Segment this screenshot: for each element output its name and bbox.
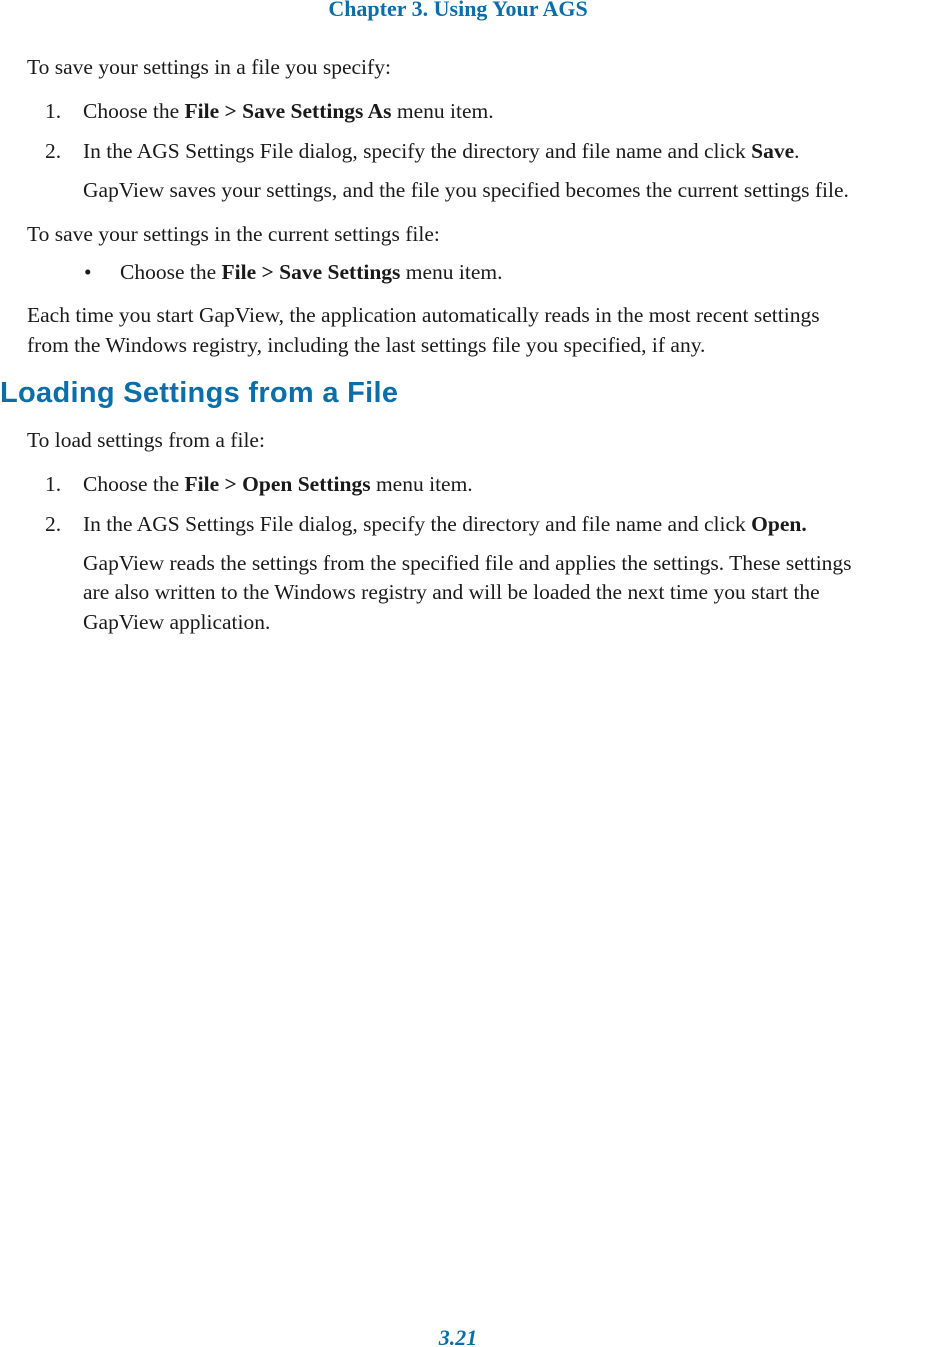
step-number: 1. — [45, 99, 62, 123]
step-text: Choose the — [83, 472, 185, 496]
menu-path: File > Save Settings — [221, 260, 401, 284]
step-text: menu item. — [391, 99, 494, 123]
load-result-line: GapView reads the settings from the specified file and applies the settings. These settings — [83, 551, 852, 575]
step-text: In the AGS Settings File dialog, specify the directory and file name and click — [83, 139, 752, 163]
load-step-1 — [83, 471, 473, 497]
step-text: menu item. — [370, 472, 473, 496]
save-specify-intro: To save your settings in a file you specify: — [27, 55, 391, 79]
step-text: menu item. — [400, 260, 503, 284]
save-current-step — [120, 259, 503, 285]
step-text: In the AGS Settings File dialog, specify the directory and file name and click — [83, 512, 752, 536]
save-specify-result: GapView saves your settings, and the file you specified becomes the current settings file. — [83, 178, 849, 202]
startup-note-line: Each time you start GapView, the application automatically reads in the most recent settings — [27, 303, 820, 327]
page-number: 3.21 — [438, 1325, 478, 1347]
button-name: Open. — [751, 512, 807, 536]
save-step-2 — [83, 138, 800, 164]
menu-path: File > Open Settings — [184, 472, 371, 496]
step-text: Choose the — [120, 260, 222, 284]
startup-note-line: from the Windows registry, including the last settings file you specified, if any. — [27, 333, 706, 357]
save-current-intro: To save your settings in the current settings file: — [27, 222, 440, 246]
load-result-line: are also written to the Windows registry and will be loaded the next time you start the — [83, 580, 820, 604]
bullet-icon: • — [84, 260, 92, 284]
load-result-line: GapView application. — [83, 610, 271, 634]
step-number: 1. — [45, 472, 62, 496]
chapter-header: Chapter 3. Using Your AGS — [328, 0, 588, 21]
save-step-1 — [83, 98, 494, 124]
load-intro: To load settings from a file: — [27, 428, 265, 452]
step-text: . — [794, 139, 800, 163]
button-name: Save — [751, 139, 795, 163]
section-heading: Loading Settings from a File — [0, 377, 399, 409]
menu-path: File > Save Settings As — [184, 99, 392, 123]
step-number: 2. — [45, 139, 62, 163]
step-text: Choose the — [83, 99, 185, 123]
step-number: 2. — [45, 512, 62, 536]
load-step-2 — [83, 511, 807, 537]
